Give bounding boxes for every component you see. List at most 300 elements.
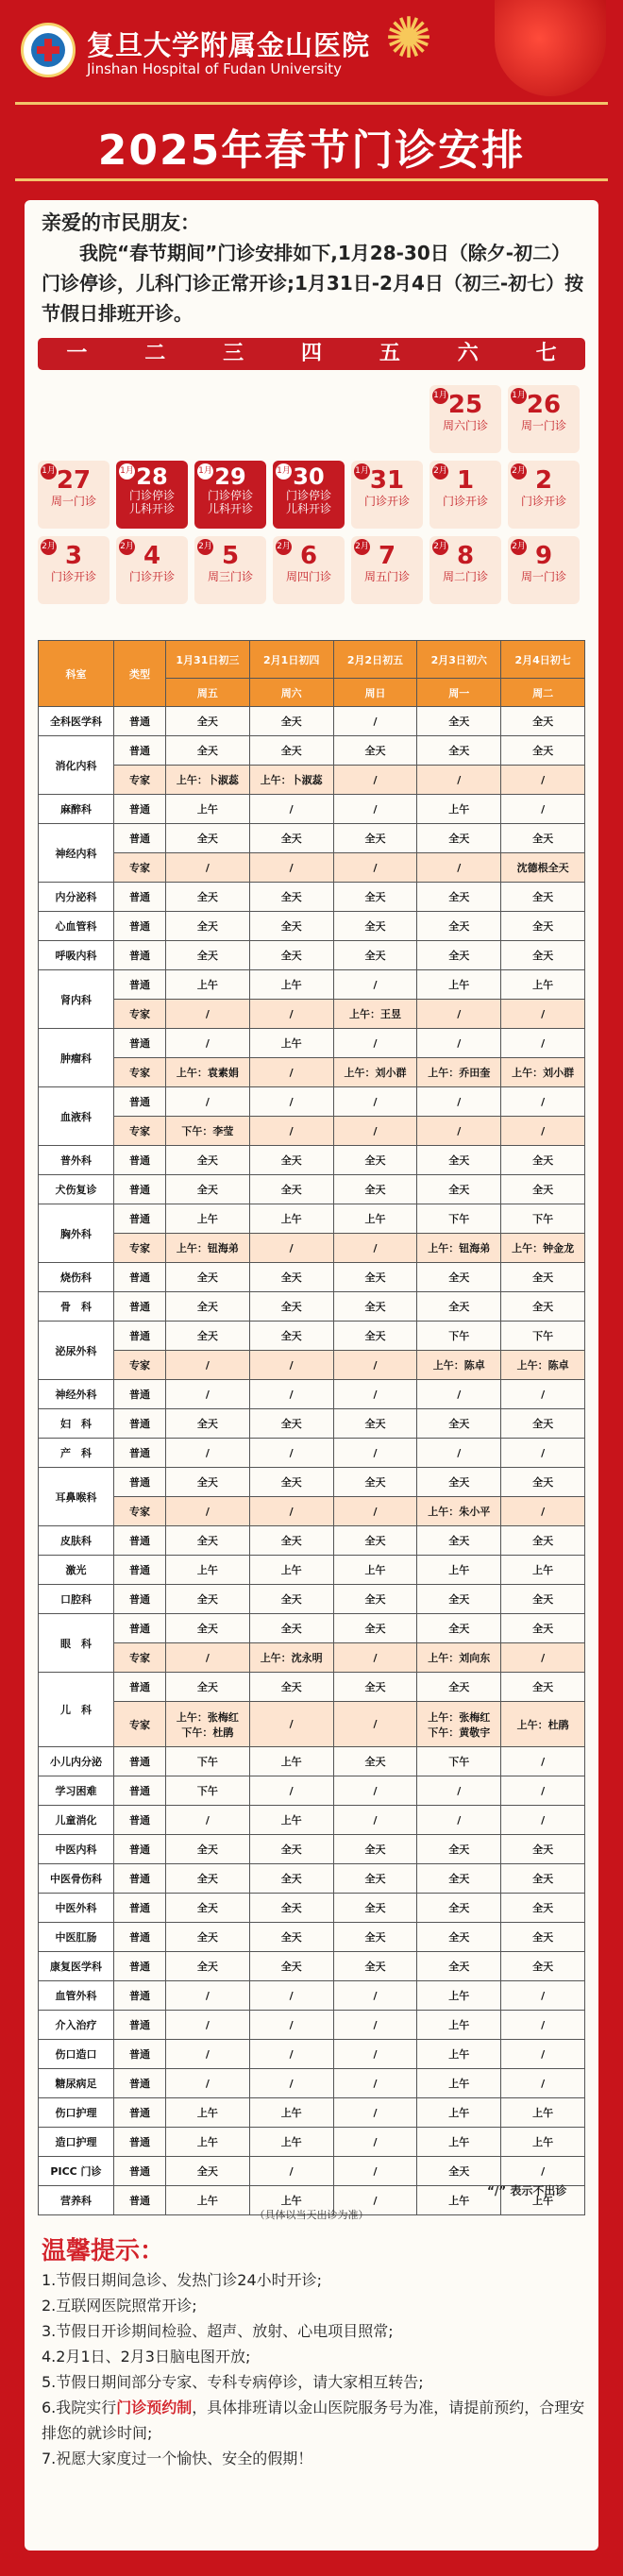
- weekday-label: 二: [144, 342, 166, 365]
- schedule-cell: /: [249, 853, 333, 883]
- month-badge: 2月: [276, 539, 292, 555]
- day-note: 儿科开诊: [285, 502, 331, 515]
- schedule-cell: 全天: [333, 1952, 417, 1981]
- type-cell: 普通: [114, 1029, 166, 1058]
- table-row: [39, 1702, 585, 1747]
- schedule-cell: 全天: [501, 1952, 585, 1981]
- schedule-cell: 上午：杜鹃: [501, 1702, 585, 1747]
- schedule-cell: /: [249, 1234, 333, 1263]
- day-note: 门诊开诊: [520, 495, 566, 508]
- dept-cell: 皮肤科: [39, 1526, 114, 1556]
- tip-item: [42, 2318, 585, 2344]
- schedule-cell: /: [501, 1000, 585, 1029]
- type-cell: 普通: [114, 2011, 166, 2040]
- weekday-label: 四: [301, 342, 323, 365]
- schedule-cell: 上午：刘小群: [333, 1058, 417, 1087]
- schedule-cell: 上午: [501, 970, 585, 1000]
- dept-cell: 产 科: [39, 1439, 114, 1468]
- day-note: 门诊开诊: [442, 495, 488, 508]
- month-badge: 2月: [197, 539, 213, 555]
- table-row: [39, 1204, 585, 1234]
- schedule-cell: 上午: [333, 1204, 417, 1234]
- day-note: 周三门诊: [207, 570, 253, 583]
- day-number: 26: [526, 391, 562, 419]
- type-cell: 普通: [114, 1263, 166, 1292]
- dept-cell: 造口护理: [39, 2128, 114, 2157]
- schedule-cell: 全天: [249, 1409, 333, 1439]
- schedule-cell: 上午: [417, 2069, 501, 2098]
- schedule-cell: 上午: [501, 2128, 585, 2157]
- schedule-cell: /: [249, 2069, 333, 2098]
- type-cell: 普通: [114, 1087, 166, 1117]
- dept-cell: 耳鼻喉科: [39, 1468, 114, 1526]
- calendar-day: [429, 536, 501, 604]
- schedule-cell: 全天: [166, 1292, 250, 1322]
- schedule-cell: /: [166, 1806, 250, 1835]
- schedule-cell: /: [501, 1087, 585, 1117]
- schedule-cell: 上午：袁素娟: [166, 1058, 250, 1087]
- type-cell: 普通: [114, 1747, 166, 1776]
- type-cell: 专家: [114, 1058, 166, 1087]
- schedule-cell: 全天: [417, 1146, 501, 1175]
- day-number: 2: [534, 466, 553, 495]
- weekday-header: [38, 338, 585, 370]
- calendar-day: [429, 461, 501, 529]
- schedule-cell: 全天: [166, 941, 250, 970]
- date-header: 1月31日初三: [166, 641, 250, 679]
- schedule-cell: /: [166, 2040, 250, 2069]
- table-row: [39, 1923, 585, 1952]
- schedule-cell: /: [333, 970, 417, 1000]
- type-cell: 普通: [114, 1468, 166, 1497]
- weekday-label: 六: [457, 342, 479, 365]
- month-badge: 1月: [354, 463, 370, 480]
- type-cell: 普通: [114, 2069, 166, 2098]
- type-cell: 普通: [114, 1556, 166, 1585]
- schedule-cell: 全天: [166, 824, 250, 853]
- dept-cell: 骨 科: [39, 1292, 114, 1322]
- schedule-cell: /: [166, 1351, 250, 1380]
- hospital-logo-icon: [21, 23, 76, 77]
- table-row: [39, 1292, 585, 1322]
- day-note: 周一门诊: [520, 419, 566, 432]
- date-header: 2月2日初五: [333, 641, 417, 679]
- schedule-cell: 全天: [166, 883, 250, 912]
- month-badge: 1月: [511, 388, 527, 404]
- calendar-day: [508, 385, 580, 453]
- schedule-cell: /: [501, 795, 585, 824]
- table-row: [39, 1643, 585, 1673]
- schedule-cell: 上午：张梅红 下午：杜鹃: [166, 1702, 250, 1747]
- schedule-cell: 上午: [417, 2128, 501, 2157]
- day-note: 周五门诊: [363, 570, 410, 583]
- schedule-cell: /: [501, 1747, 585, 1776]
- schedule-cell: /: [333, 2040, 417, 2069]
- dept-cell: 普外科: [39, 1146, 114, 1175]
- tip-text: 3.节假日开诊期间检验、超声、放射、心电项目照常;: [42, 2322, 394, 2340]
- schedule-cell: /: [333, 1981, 417, 2011]
- tip-text: 7.祝愿大家度过一个愉快、安全的假期！: [42, 2450, 313, 2467]
- tips-title: 温馨提示：: [42, 2237, 165, 2265]
- schedule-cell: 上午：刘小群: [501, 1058, 585, 1087]
- table-row: [39, 1497, 585, 1526]
- type-cell: 普通: [114, 1614, 166, 1643]
- schedule-cell: 全天: [333, 1409, 417, 1439]
- schedule-cell: 上午: [249, 2098, 333, 2128]
- schedule-cell: /: [249, 1058, 333, 1087]
- schedule-cell: 上午: [417, 2011, 501, 2040]
- schedule-cell: 全天: [333, 824, 417, 853]
- schedule-cell: 全天: [417, 1263, 501, 1292]
- hospital-name-en: Jinshan Hospital of Fudan University: [87, 60, 343, 77]
- tip-text: 5.节假日期间部分专家、专科专病停诊，请大家相互转告;: [42, 2373, 424, 2391]
- schedule-cell: 上午: [249, 1204, 333, 1234]
- schedule-cell: 全天: [501, 883, 585, 912]
- dept-cell: 口腔科: [39, 1585, 114, 1614]
- type-cell: 普通: [114, 1923, 166, 1952]
- weekday-cell: 周二: [501, 679, 585, 707]
- tip-item: [42, 2369, 585, 2395]
- schedule-cell: 全天: [249, 1614, 333, 1643]
- schedule-cell: 上午: [417, 1556, 501, 1585]
- schedule-cell: 全天: [417, 1673, 501, 1702]
- schedule-cell: 全天: [333, 1468, 417, 1497]
- day-number: 4: [143, 542, 161, 570]
- table-row: [39, 766, 585, 795]
- schedule-cell: 全天: [249, 1952, 333, 1981]
- day-number: 25: [447, 391, 483, 419]
- calendar-day: [351, 536, 423, 604]
- type-cell: 专家: [114, 1351, 166, 1380]
- dept-cell: 全科医学科: [39, 707, 114, 736]
- schedule-cell: 全天: [417, 912, 501, 941]
- schedule-cell: 全天: [417, 1952, 501, 1981]
- dept-cell: 血管外科: [39, 1981, 114, 2011]
- dept-cell: 血液科: [39, 1087, 114, 1146]
- tip-text: ，具体排班请以金山医院服务号为准，请提前预约，合理安排您的就诊时间;: [42, 2399, 585, 2442]
- schedule-cell: 上午：陈卓: [417, 1351, 501, 1380]
- month-badge: 2月: [511, 539, 527, 555]
- hospital-name-cn: 复旦大学附属金山医院: [87, 29, 371, 61]
- schedule-cell: 全天: [249, 736, 333, 766]
- schedule-cell: 全天: [166, 1263, 250, 1292]
- schedule-cell: /: [166, 1643, 250, 1673]
- schedule-cell: 全天: [166, 912, 250, 941]
- schedule-cell: 全天: [166, 1175, 250, 1204]
- day-note: 周四门诊: [285, 570, 331, 583]
- type-cell: 普通: [114, 1409, 166, 1439]
- table-row: [39, 2011, 585, 2040]
- table-row: [39, 1747, 585, 1776]
- schedule-cell: 上午：乔田奎: [417, 1058, 501, 1087]
- schedule-cell: 全天: [501, 1923, 585, 1952]
- schedule-cell: 全天: [249, 1322, 333, 1351]
- firework-icon: ✺: [384, 6, 433, 72]
- schedule-cell: 全天: [417, 1468, 501, 1497]
- schedule-cell: 全天: [333, 1747, 417, 1776]
- schedule-cell: 上午: [249, 1029, 333, 1058]
- dept-cell: 中医外科: [39, 1894, 114, 1923]
- header: [0, 0, 623, 203]
- table-row: [39, 1380, 585, 1409]
- calendar-day: [194, 461, 266, 529]
- month-badge: 2月: [511, 463, 527, 480]
- table-row: [39, 1981, 585, 2011]
- month-badge: 1月: [432, 388, 448, 404]
- schedule-cell: 全天: [333, 1614, 417, 1643]
- col-type-header: 类型: [114, 641, 166, 707]
- table-row: [39, 1614, 585, 1643]
- schedule-cell: 全天: [501, 1835, 585, 1864]
- tip-text: 2.互联网医院照常开诊;: [42, 2297, 197, 2315]
- schedule-cell: /: [333, 1117, 417, 1146]
- schedule-cell: 下午: [166, 1747, 250, 1776]
- dept-cell: 泌尿外科: [39, 1322, 114, 1380]
- dept-cell: 烧伤科: [39, 1263, 114, 1292]
- schedule-cell: /: [333, 1776, 417, 1806]
- schedule-cell: /: [417, 1439, 501, 1468]
- schedule-cell: 上午：钟金龙: [501, 1234, 585, 1263]
- month-badge: 1月: [119, 463, 135, 480]
- table-row: [39, 853, 585, 883]
- table-row: [39, 1526, 585, 1556]
- schedule-cell: /: [501, 1029, 585, 1058]
- schedule-cell: 上午: [501, 2098, 585, 2128]
- type-cell: 普通: [114, 1439, 166, 1468]
- weekday-cell: 周六: [249, 679, 333, 707]
- table-row: [39, 1322, 585, 1351]
- schedule-cell: 全天: [249, 824, 333, 853]
- schedule-cell: /: [333, 853, 417, 883]
- page-title: 2025年春节门诊安排: [97, 126, 526, 175]
- calendar-day: [351, 461, 423, 529]
- title-box: [15, 102, 608, 181]
- table-row: [39, 2040, 585, 2069]
- schedule-cell: 下午：李莹: [166, 1117, 250, 1146]
- schedule-cell: 全天: [501, 1175, 585, 1204]
- day-number: 9: [534, 542, 553, 570]
- schedule-cell: /: [333, 707, 417, 736]
- table-row: [39, 1146, 585, 1175]
- dept-cell: 儿 科: [39, 1673, 114, 1747]
- type-cell: 专家: [114, 1497, 166, 1526]
- tip-text: 4.2月1日、2月3日脑电图开放;: [42, 2348, 251, 2366]
- col-dept-header: 科室: [39, 641, 114, 707]
- schedule-cell: 全天: [501, 707, 585, 736]
- schedule-cell: 全天: [249, 1894, 333, 1923]
- calendar-day: [508, 536, 580, 604]
- schedule-cell: 上午: [417, 970, 501, 1000]
- schedule-cell: 全天: [166, 1146, 250, 1175]
- schedule-cell: 全天: [501, 736, 585, 766]
- schedule-cell: /: [249, 2011, 333, 2040]
- schedule-cell: 全天: [501, 1409, 585, 1439]
- type-cell: 普通: [114, 1864, 166, 1894]
- day-note: 门诊停诊: [128, 489, 175, 502]
- schedule-cell: 上午: [166, 1204, 250, 1234]
- dept-cell: 学习困难: [39, 1776, 114, 1806]
- schedule-cell: 上午: [249, 1806, 333, 1835]
- schedule-cell: /: [333, 2011, 417, 2040]
- type-cell: 普通: [114, 883, 166, 912]
- table-row: [39, 2098, 585, 2128]
- schedule-cell: /: [501, 766, 585, 795]
- schedule-cell: 上午: [166, 2098, 250, 2128]
- schedule-cell: 全天: [417, 1585, 501, 1614]
- month-badge: 1月: [41, 463, 57, 480]
- schedule-cell: /: [501, 1380, 585, 1409]
- schedule-cell: 上午: [166, 2128, 250, 2157]
- schedule-cell: 上午：沈永明: [249, 1643, 333, 1673]
- calendar-day: [429, 385, 501, 453]
- dept-cell: 肾内科: [39, 970, 114, 1029]
- schedule-cell: /: [333, 1497, 417, 1526]
- schedule-cell: /: [166, 1029, 250, 1058]
- schedule-cell: /: [417, 853, 501, 883]
- day-number: 7: [378, 542, 396, 570]
- schedule-cell: 全天: [249, 1292, 333, 1322]
- type-cell: 专家: [114, 1702, 166, 1747]
- day-note: 门诊停诊: [207, 489, 253, 502]
- schedule-cell: /: [333, 1643, 417, 1673]
- schedule-cell: 全天: [417, 1526, 501, 1556]
- schedule-cell: /: [249, 1776, 333, 1806]
- dept-cell: 内分泌科: [39, 883, 114, 912]
- schedule-cell: 全天: [417, 1835, 501, 1864]
- schedule-cell: 全天: [166, 1835, 250, 1864]
- schedule-cell: /: [166, 853, 250, 883]
- schedule-cell: 上午：朱小平: [417, 1497, 501, 1526]
- schedule-cell: 上午: [249, 2128, 333, 2157]
- table-row: [39, 1585, 585, 1614]
- calendar-day: [38, 461, 109, 529]
- schedule-cell: 全天: [333, 1864, 417, 1894]
- type-cell: 普通: [114, 1835, 166, 1864]
- schedule-cell: 上午: [501, 1556, 585, 1585]
- table-row: [39, 2157, 585, 2186]
- schedule-table: [38, 640, 585, 2215]
- schedule-cell: 全天: [501, 1894, 585, 1923]
- type-cell: 普通: [114, 941, 166, 970]
- table-row: [39, 1806, 585, 1835]
- schedule-cell: 全天: [249, 1864, 333, 1894]
- table-row: [39, 1409, 585, 1439]
- schedule-cell: /: [417, 1029, 501, 1058]
- schedule-cell: /: [417, 1000, 501, 1029]
- day-number: 1: [456, 466, 475, 495]
- day-number: 31: [369, 466, 405, 495]
- dept-cell: 胸外科: [39, 1204, 114, 1263]
- schedule-cell: 全天: [249, 1835, 333, 1864]
- schedule-cell: /: [417, 1806, 501, 1835]
- schedule-cell: 全天: [417, 824, 501, 853]
- tip-item: [42, 2446, 585, 2471]
- schedule-cell: 全天: [249, 941, 333, 970]
- schedule-cell: /: [166, 1497, 250, 1526]
- schedule-cell: 全天: [166, 1526, 250, 1556]
- month-badge: 2月: [119, 539, 135, 555]
- table-row: [39, 912, 585, 941]
- dept-cell: 中医肛肠: [39, 1923, 114, 1952]
- schedule-cell: 全天: [333, 1835, 417, 1864]
- day-note: 门诊开诊: [363, 495, 410, 508]
- schedule-cell: 上午: [417, 2098, 501, 2128]
- schedule-cell: 全天: [166, 1468, 250, 1497]
- table-row: [39, 1952, 585, 1981]
- schedule-cell: 全天: [166, 1952, 250, 1981]
- day-note: 儿科开诊: [128, 502, 175, 515]
- type-cell: 普通: [114, 2128, 166, 2157]
- schedule-cell: 全天: [166, 1673, 250, 1702]
- schedule-cell: 全天: [249, 1468, 333, 1497]
- table-row: [39, 824, 585, 853]
- type-cell: 普通: [114, 1806, 166, 1835]
- schedule-cell: 全天: [417, 1864, 501, 1894]
- schedule-cell: 全天: [417, 1409, 501, 1439]
- schedule-cell: 全天: [333, 883, 417, 912]
- type-cell: 普通: [114, 707, 166, 736]
- day-number: 8: [456, 542, 475, 570]
- schedule-cell: 全天: [333, 1923, 417, 1952]
- schedule-cell: /: [333, 2069, 417, 2098]
- type-cell: 普通: [114, 736, 166, 766]
- schedule-cell: /: [333, 2098, 417, 2128]
- table-row: [39, 1000, 585, 1029]
- schedule-cell: /: [417, 1380, 501, 1409]
- schedule-cell: 全天: [501, 1585, 585, 1614]
- schedule-cell: /: [501, 1117, 585, 1146]
- schedule-cell: 全天: [249, 1673, 333, 1702]
- schedule-cell: 全天: [501, 1673, 585, 1702]
- schedule-cell: 全天: [166, 736, 250, 766]
- day-note: 门诊开诊: [128, 570, 175, 583]
- day-note: 儿科开诊: [207, 502, 253, 515]
- weekday-cell: 周日: [333, 679, 417, 707]
- table-row: [39, 883, 585, 912]
- dept-cell: 中医骨伤科: [39, 1864, 114, 1894]
- schedule-cell: /: [333, 2186, 417, 2215]
- table-row: [39, 1776, 585, 1806]
- schedule-cell: 全天: [501, 941, 585, 970]
- dept-cell: 激光: [39, 1556, 114, 1585]
- date-header: 2月4日初七: [501, 641, 585, 679]
- table-row: [39, 1864, 585, 1894]
- schedule-cell: /: [249, 1000, 333, 1029]
- schedule-cell: /: [501, 1806, 585, 1835]
- table-row: [39, 707, 585, 736]
- schedule-cell: /: [249, 1351, 333, 1380]
- schedule-cell: 全天: [501, 1468, 585, 1497]
- day-number: 30: [293, 463, 325, 490]
- table-row: [39, 970, 585, 1000]
- type-cell: 普通: [114, 1322, 166, 1351]
- schedule-cell: 全天: [501, 1864, 585, 1894]
- type-cell: 普通: [114, 2157, 166, 2186]
- schedule-cell: 全天: [333, 941, 417, 970]
- schedule-cell: 下午: [501, 1322, 585, 1351]
- month-badge: 1月: [276, 463, 292, 480]
- calendar-day: [194, 536, 266, 604]
- table-row: [39, 1058, 585, 1087]
- table-row: [39, 1894, 585, 1923]
- schedule-cell: /: [249, 1439, 333, 1468]
- schedule-cell: 全天: [166, 1923, 250, 1952]
- schedule-cell: 全天: [333, 912, 417, 941]
- schedule-cell: 全天: [249, 883, 333, 912]
- dept-cell: 消化内科: [39, 736, 114, 795]
- schedule-cell: /: [501, 1776, 585, 1806]
- schedule-cell: 全天: [166, 1864, 250, 1894]
